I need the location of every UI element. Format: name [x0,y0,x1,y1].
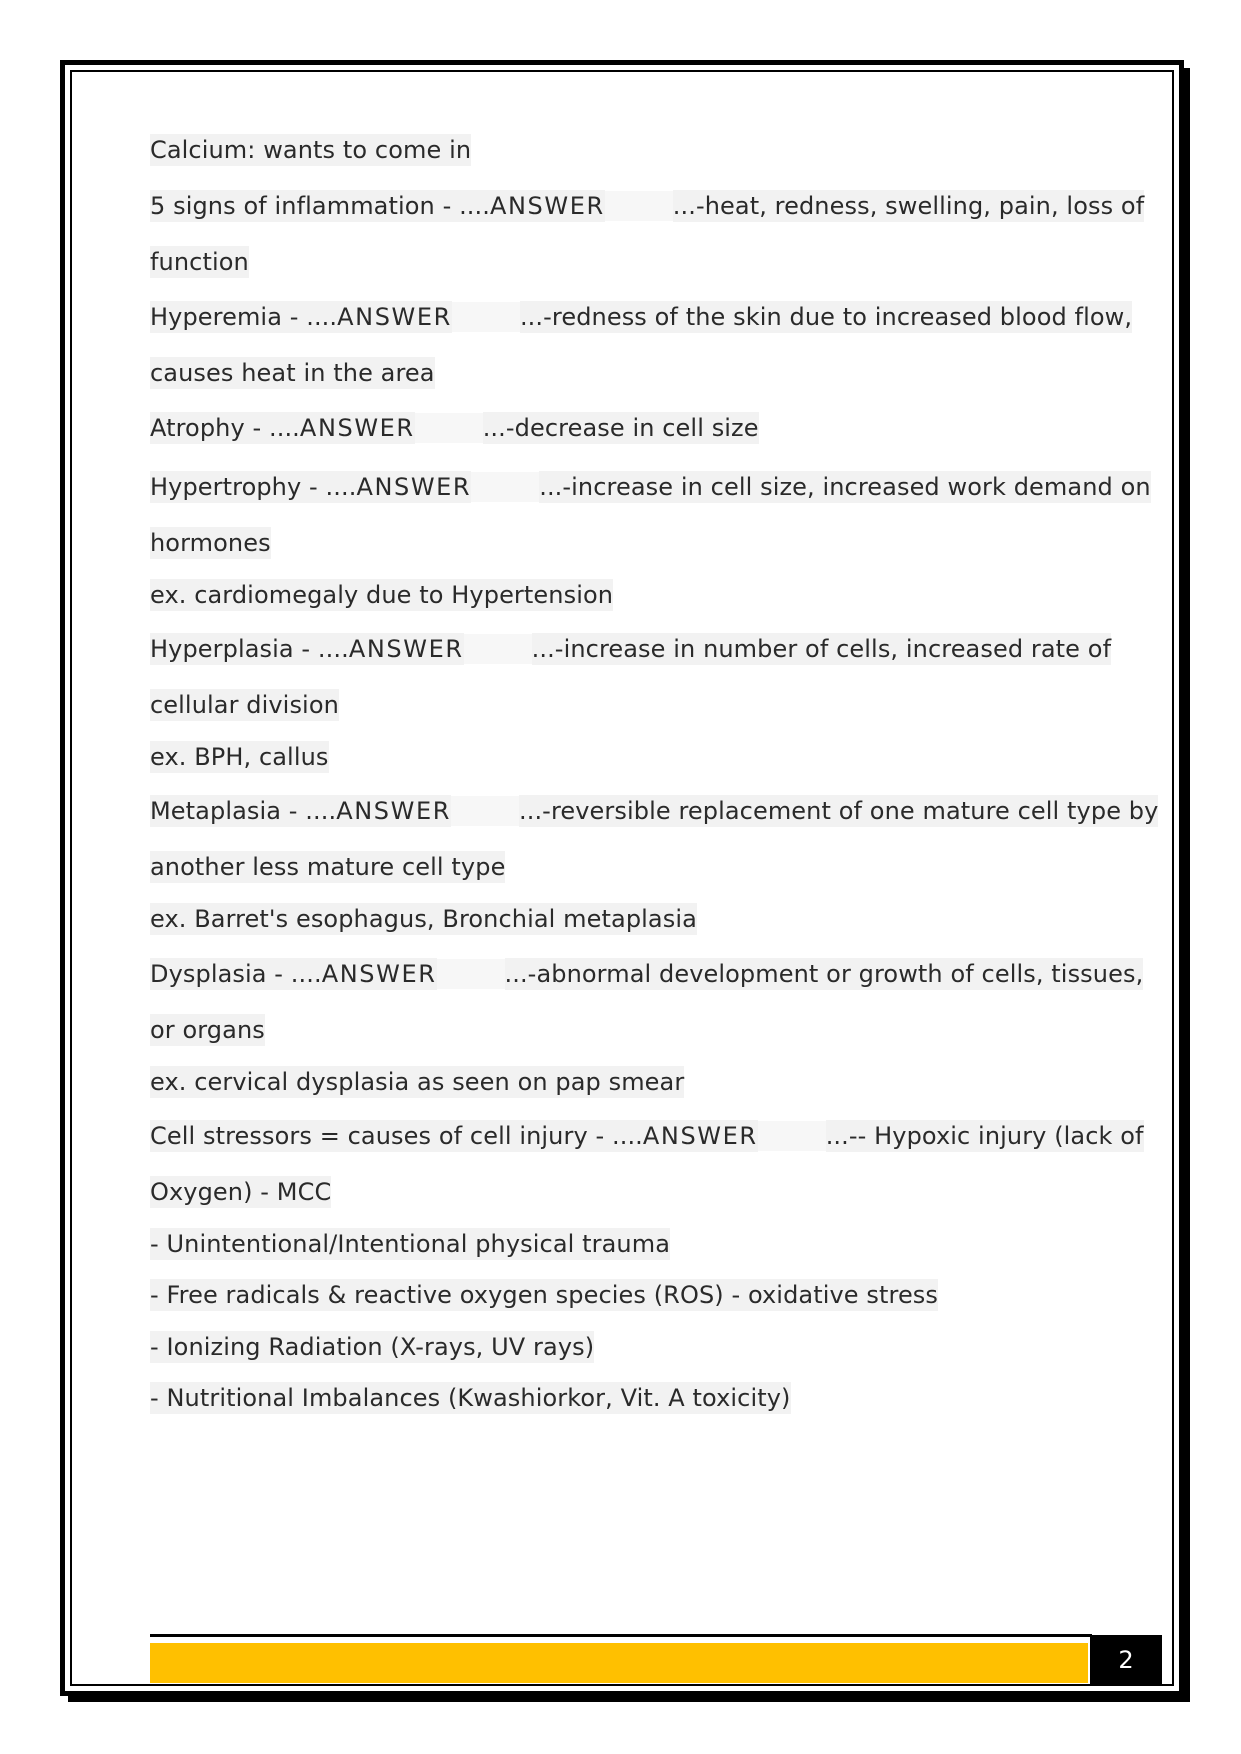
qa-line [150,958,1143,990]
text-line [150,357,435,389]
footer-bar [150,1643,1088,1683]
answer-text: ...-reversible replacement of one mature cell type by [519,797,1159,825]
line-text: causes heat in the area [150,359,435,387]
example-line [150,1066,684,1098]
question-text: Hypertrophy - .... [150,473,357,501]
answer-gap [464,634,532,664]
line-text: Calcium: wants to come in [150,136,472,164]
answer-gap [415,413,483,443]
qa-line [150,1120,1144,1152]
line-text: cellular division [150,691,339,719]
question-text: 5 signs of inflammation - .... [150,192,490,220]
line-text: - Unintentional/Intentional physical trauma [150,1230,671,1258]
answer-label: ANSWER [489,192,605,220]
qa-line [150,795,1158,827]
line-text: hormones [150,529,271,557]
answer-text: ...-abnormal development or growth of cells, tissues, [504,960,1144,988]
answer-gap [451,796,519,826]
answer-label: ANSWER [299,414,415,442]
answer-label: ANSWER [356,473,472,501]
question-text: Atrophy - .... [150,414,300,442]
question-text: Hyperemia - .... [150,303,338,331]
answer-text: ...-increase in number of cells, increased rate of [531,635,1112,663]
line-text: ex. cardiomegaly due to Hypertension [150,581,614,609]
question-text: Metaplasia - .... [150,797,337,825]
answer-text: ...-heat, redness, swelling, pain, loss of [672,192,1145,220]
answer-gap [471,472,539,502]
answer-text: ...-redness of the skin due to increased blood flow, [519,303,1133,331]
example-line [150,579,613,611]
qa-line [150,301,1132,333]
text-line [150,689,339,721]
page-number: 2 [1090,1635,1162,1685]
answer-text: ...-- Hypoxic injury (lack of [825,1122,1144,1150]
question-text: Dysplasia - .... [150,960,322,988]
answer-label: ANSWER [336,797,451,825]
answer-text: ...-decrease in cell size [482,414,759,442]
qa-line [150,633,1111,665]
list-item [150,1228,670,1260]
line-text: ex. Barret's esophagus, Bronchial metaplasia [150,905,697,933]
answer-label: ANSWER [642,1122,758,1150]
line-text: ex. cervical dysplasia as seen on pap smear [150,1068,685,1096]
text-line [150,246,249,278]
line-text: ex. BPH, callus [150,743,329,771]
line-text: Oxygen) - MCC [150,1178,332,1206]
question-text: Hyperplasia - .... [150,635,349,663]
answer-gap [758,1121,826,1151]
text-line [150,134,471,166]
qa-line [150,471,1151,503]
line-text: - Nutritional Imbalances (Kwashiorkor, Vit. A toxicity) [150,1384,791,1412]
list-item [150,1279,938,1311]
answer-label: ANSWER [321,960,437,988]
answer-label: ANSWER [337,303,452,331]
footer-rule [150,1634,1092,1637]
list-item [150,1331,594,1363]
answer-text: ...-increase in cell size, increased work demand on [539,473,1151,501]
text-line [150,1176,331,1208]
answer-label: ANSWER [348,635,464,663]
line-text: or organs [150,1016,265,1044]
answer-gap [452,302,520,332]
qa-line [150,412,759,444]
list-item [150,1382,791,1414]
line-text: - Free radicals & reactive oxygen species (ROS) - oxidative stress [150,1281,939,1309]
example-line [150,903,697,935]
qa-line [150,190,1144,222]
line-text: another less mature cell type [150,853,506,881]
example-line [150,741,329,773]
text-line [150,527,271,559]
line-text: function [150,248,249,276]
text-line [150,851,505,883]
answer-gap [605,191,673,221]
text-line [150,1014,265,1046]
line-text: - Ionizing Radiation (X-rays, UV rays) [150,1333,595,1361]
question-text: Cell stressors = causes of cell injury - .... [150,1122,643,1150]
answer-gap [437,959,505,989]
